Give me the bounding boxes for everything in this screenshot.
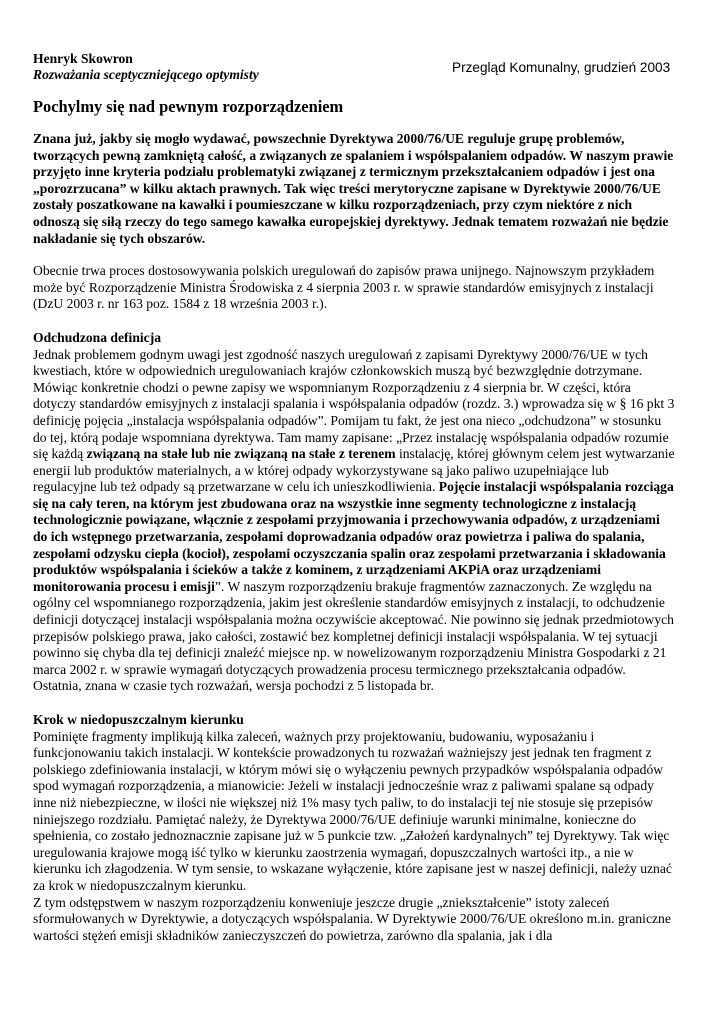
text-run: Jednak problemem godnym uwagi jest zgodność naszych uregulowań z zapisami Dyrektywy 2000/76/UE w tych kwestiach, które w odpowiednich uregulowaniach krajów członkowskich muszą być bezwzględnie dotrzymane. Mówiąc konkretnie chodzi o pewne zapisy we wspomnianym Rozporządzeniu z 4 sierpnia br. W części, która dotyczy standardów emisyjnych z instalacji spalania i współspalania odpadów (rozdz. 3.) wprowadza się w § 16 pkt 3 definicję pojęcia „instalacja współspalania odpadów”. Pomijam tu fakt, że jest ona nieco „odchudzona” w stosunku do tej, którą podaje wspomniana dyrektywa. Tam mamy zapisane: „Przez instalację współspalania odpadów rozumie się każdą: [33, 346, 675, 462]
emphasis-run: Pojęcie instalacji współspalania rozciąga się na cały teren, na którym jest zbudowana oraz na wszystkie inne segmenty technologiczne z instalacją technologicznie powiązane, włącznie z zespołami przyjmowania i przechowywania odpadów, z urządzeniami do ich wstępnego przetwarzania, zespołami doprowadzania odpadów oraz powietrza i paliwa do spalania, zespołami odzysku ciepła (kocioł), zespołami oczyszczania spalin oraz zespołami przetwarzania i składowania produktów współspalania i ścieków a także z kominem, z urządzeniami AKPiA oraz urządzeniami monitorowania procesu i emisji: [33, 479, 674, 594]
article-body: [33, 131, 675, 944]
direction-paragraph: Pominięte fragmenty implikują kilka zaleceń, ważnych przy projektowaniu, budowaniu, wyposażaniu i funkcjonowaniu takich instalacji. W kontekście prowadzonych tu rozważań ważniejszy jest jednak ten fragment z polskiego zdefiniowania instalacji, w którym mówi się o wyłączeniu pewnych przypadków współspalania odpadów spod wymagań rozporządzenia, a mianowicie: Jeżeli w instalacji jednocześnie wraz z paliwami spalane są odpady inne niż niebezpieczne, w ilości nie większej niż 1% masy tych paliw, to do instalacji tej nie stosuje się przepisów niniejszego rozdziału. Pamiętać należy, że Dyrektywa 2000/76/UE definiuje warunki minimalne, konieczne do spełnienia, co zostało jednoznacznie zapisane już w 5 punkcie tzw. „Założeń kardynalnych” tej Dyrektywy. Tak więc uregulowania krajowe mogą iść tylko w kierunku zaostrzenia wymagań, dopuszczalnych wartości itp., a nie w kierunku ich złagodzenia. W tym sensie, to wskazane wyłączenie, które zapisane jest w naszej definicji, należy uznać za krok w niedopuszczalnym kierunku.: [33, 728, 672, 893]
section-heading-direction: Krok w niedopuszczalnym kierunku: [33, 712, 244, 727]
author-name: Henryk Skowron: [33, 51, 133, 66]
publication-source: Przegląd Komunalny, grudzień 2003: [452, 60, 671, 75]
text-run: ”. W naszym rozporządzeniu brakuje fragmentów zaznaczonych. Ze względu na ogólny cel wspomnianego rozporządzenia, jakim jest określenie standardów emisyjnych z instalacji, to odchudzenie definicji dotyczącej instalacji współspalania można oczywiście akceptować. Nie powinno się jednak przedmiotowych przepisów polskiego prawa, jako całości, zostawić bez kompletnej definicji instalacji współspalania. W tej sytuacji powinno się chyba dla tej definicji znaleźć miejsce np. w nowelizowanym rozporządzeniu Ministra Gospodarki z 21 marca 2002 r. w sprawie wymagań dotyczących prowadzenia procesu termicznego przekształcania odpadów. Ostatnia, znana w czasie tych rozważań, wersja pochodzi z 5 listopada br.: [33, 578, 674, 694]
definition-paragraph: [33, 347, 675, 695]
article-title: Pochylmy się nad pewnym rozporządzeniem: [33, 97, 344, 116]
emphasis-run: związaną na stałe lub nie związaną na stałe z terenem: [86, 446, 396, 462]
intro-paragraph: Obecnie trwa proces dostosowywania polskich uregulowań do zapisów prawa unijnego. Najnowszym przykładem może być Rozporządzenie Ministra Środowiska z 4 sierpnia 2003 r. w sprawie standardów emisyjnych z instalacji (DzU 2003 r. nr 163 poz. 1584 z 18 września 2003 r.).: [33, 263, 655, 312]
column-subtitle: Rozważania sceptyczniejącego optymisty: [33, 67, 259, 82]
text-run: instalację, której głównym celem jest wytwarzanie energii lub produktów materialnych, a w której odpady wykorzystywane są jako paliwo uzupełniające lub regulacyjne lub też odpady są przetwarzane w celu ich unieszkodliwienia.: [33, 446, 675, 495]
section-heading-definition: Odchudzona definicja: [33, 329, 162, 345]
direction-paragraph-2: Z tym odstępstwem w naszym rozporządzeniu konweniuje jeszcze drugie „zniekształcenie” istoty zaleceń sformułowanych w Dyrektywie, a dotyczących współspalania. W Dyrektywie 2000/76/UE określono m.in. graniczne wartości stężeń emisji składników zanieczyszczeń do powietrza, zarówno dla spalania, jak i dla: [33, 894, 671, 943]
lead-paragraph: Znana już, jakby się mogło wydawać, powszechnie Dyrektywa 2000/76/UE reguluje grupę problemów, tworzących pewną zamkniętą całość, a związanych ze spalaniem i współspalaniem odpadów. W naszym prawie przyjęto inne kryteria podziału problematyki związanej z termicznym przekształcaniem odpadów i jest ona „porozrzucana” w kilku aktach prawnych. Tak więc treści merytoryczne zapisane w Dyrektywie 2000/76/UE zostały poszatkowane na kawałki i poumieszczane w kilku rozporządzeniach, przy czym niektóre z nich odnoszą się siłą rzeczy do tego samego kawałka europejskiej dyrektywy. Jednak tematem rozważań nie będzie nakładanie się tych obszarów.: [33, 131, 674, 246]
